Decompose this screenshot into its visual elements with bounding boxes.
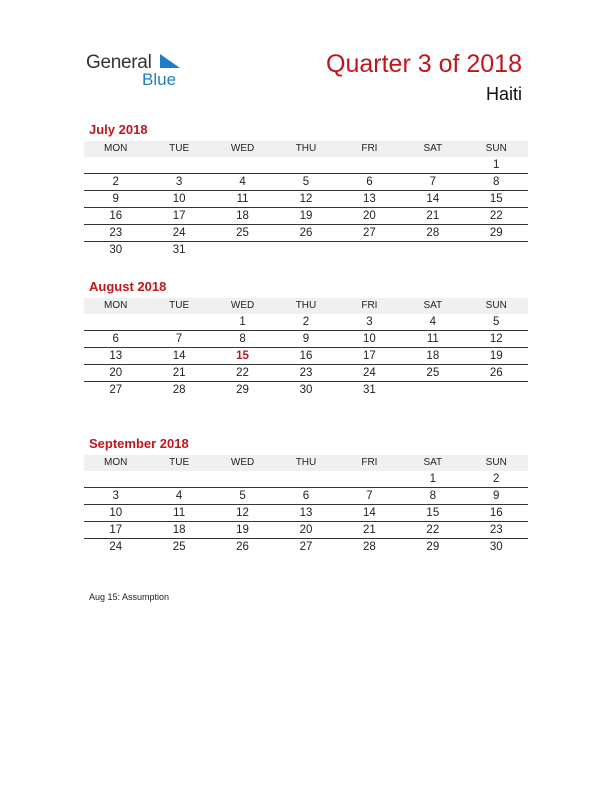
day-cell: 3 — [366, 316, 373, 328]
day-cell: 1 — [239, 316, 246, 328]
empty-day-cell — [147, 157, 210, 173]
weekday-tue: TUE — [169, 300, 190, 311]
week-row — [84, 488, 528, 505]
day-cell: 3 — [175, 176, 183, 188]
weekday-fri: FRI — [361, 300, 378, 311]
day-cell: 19 — [299, 210, 313, 222]
day-cell: 18 — [172, 524, 186, 536]
week-row — [84, 331, 528, 348]
day-cell: 10 — [172, 193, 186, 205]
day-cell: 31 — [363, 384, 376, 396]
day-cell: 14 — [172, 350, 186, 362]
day-cell: 20 — [363, 210, 376, 222]
empty-day-cell — [465, 382, 528, 398]
day-cell: 8 — [429, 490, 437, 502]
day-cell: 21 — [426, 210, 440, 222]
empty-day-cell — [401, 382, 464, 398]
day-cell: 9 — [112, 193, 119, 205]
day-cell: 17 — [172, 210, 186, 222]
day-cell: 19 — [489, 350, 503, 362]
week-row — [84, 191, 528, 208]
empty-day-cell — [338, 471, 401, 487]
day-cell: 16 — [489, 507, 503, 519]
day-cell: 4 — [429, 316, 437, 328]
day-cell: 28 — [172, 384, 186, 396]
day-cell: 5 — [302, 176, 310, 188]
weekday-sat: SAT — [423, 143, 443, 154]
empty-day-cell — [147, 471, 210, 487]
day-cell: 21 — [363, 524, 376, 536]
empty-day-cell — [84, 471, 147, 487]
weekday-mon: MON — [104, 300, 128, 311]
empty-day-cell — [211, 242, 274, 258]
day-cell: 27 — [363, 227, 376, 239]
week-row — [84, 522, 528, 539]
day-cell: 22 — [236, 367, 249, 379]
empty-day-cell — [401, 242, 464, 258]
week-rows — [84, 314, 528, 398]
day-cell: 10 — [363, 333, 376, 345]
day-cell: 3 — [112, 490, 119, 502]
day-cell: 20 — [109, 367, 123, 379]
empty-day-cell — [147, 314, 210, 330]
weekday-tue: TUE — [169, 143, 190, 154]
day-cell: 12 — [236, 507, 249, 519]
day-cell: 24 — [363, 367, 376, 379]
day-cell: 19 — [236, 524, 249, 536]
day-cell: 17 — [363, 350, 376, 362]
weekday-wed: WED — [230, 300, 255, 311]
logo — [86, 50, 196, 90]
weekday-sun: SUN — [485, 457, 507, 468]
week-row — [84, 208, 528, 225]
day-cell: 29 — [489, 227, 503, 239]
week-row — [84, 382, 528, 398]
month-title: September 2018 — [89, 436, 189, 451]
day-cell: 6 — [302, 490, 310, 502]
day-cell: 10 — [109, 507, 123, 519]
day-cell: 13 — [363, 193, 376, 205]
day-cell: 31 — [172, 244, 186, 256]
weekday-wed: WED — [230, 457, 255, 468]
empty-day-cell — [338, 242, 401, 258]
day-cell: 26 — [489, 367, 503, 379]
week-rows — [84, 157, 528, 258]
weekday-sun: SUN — [485, 143, 507, 154]
holiday-day-cell: 15 — [236, 350, 249, 362]
day-cell: 13 — [299, 507, 313, 519]
month-title: August 2018 — [89, 279, 167, 294]
day-cell: 4 — [239, 176, 246, 188]
week-row — [84, 174, 528, 191]
weekday-sat: SAT — [423, 457, 443, 468]
day-cell: 22 — [426, 524, 440, 536]
weekday-header — [84, 455, 528, 471]
day-cell: 11 — [173, 507, 186, 519]
day-cell: 11 — [426, 333, 439, 345]
day-cell: 25 — [236, 227, 249, 239]
day-cell: 27 — [299, 541, 313, 553]
day-cell: 16 — [109, 210, 123, 222]
day-cell: 5 — [493, 316, 500, 328]
day-cell: 18 — [236, 210, 249, 222]
day-cell: 9 — [493, 490, 500, 502]
weekday-wed: WED — [230, 143, 255, 154]
empty-day-cell — [84, 314, 147, 330]
day-cell: 6 — [366, 176, 373, 188]
day-cell: 14 — [363, 507, 376, 519]
weekday-sat: SAT — [423, 300, 443, 311]
day-cell: 26 — [299, 227, 313, 239]
day-cell: 16 — [299, 350, 313, 362]
empty-day-cell — [84, 157, 147, 173]
day-cell: 26 — [236, 541, 249, 553]
day-cell: 28 — [426, 227, 440, 239]
country-name: Haiti — [485, 84, 522, 104]
weekday-header — [84, 141, 528, 157]
month-september — [84, 436, 528, 555]
weekday-thu: THU — [295, 143, 317, 154]
empty-day-cell — [274, 242, 337, 258]
day-cell: 28 — [363, 541, 376, 553]
logo-blue-text: Blue — [142, 70, 177, 89]
day-cell: 2 — [493, 473, 500, 485]
month-title: July 2018 — [89, 122, 148, 137]
day-cell: 5 — [239, 490, 246, 502]
day-cell: 1 — [493, 159, 500, 171]
weekday-mon: MON — [104, 457, 128, 468]
day-cell: 6 — [112, 333, 119, 345]
day-cell: 11 — [236, 193, 249, 205]
day-cell: 15 — [489, 193, 503, 205]
day-cell: 25 — [172, 541, 186, 553]
day-cell: 27 — [109, 384, 123, 396]
day-cell: 18 — [426, 350, 440, 362]
day-cell: 21 — [172, 367, 186, 379]
week-row — [84, 225, 528, 242]
week-row — [84, 471, 528, 488]
empty-day-cell — [274, 471, 337, 487]
week-rows — [84, 471, 528, 555]
week-row — [84, 539, 528, 555]
day-cell: 29 — [426, 541, 440, 553]
week-row — [84, 348, 528, 365]
day-cell: 1 — [429, 473, 437, 485]
weekday-fri: FRI — [361, 143, 378, 154]
day-cell: 29 — [236, 384, 249, 396]
day-cell: 24 — [172, 227, 186, 239]
day-cell: 7 — [175, 333, 183, 345]
day-cell: 7 — [429, 176, 437, 188]
week-row — [84, 157, 528, 174]
day-cell: 23 — [489, 524, 503, 536]
day-cell: 2 — [112, 176, 119, 188]
week-row — [84, 505, 528, 522]
week-row — [84, 365, 528, 382]
empty-day-cell — [401, 157, 464, 173]
day-cell: 8 — [493, 176, 500, 188]
day-cell: 17 — [109, 524, 123, 536]
day-cell: 23 — [299, 367, 313, 379]
weekday-thu: THU — [295, 457, 317, 468]
week-row — [84, 242, 528, 258]
day-cell: 30 — [109, 244, 123, 256]
page-title: Quarter 3 of 2018 — [326, 50, 522, 78]
weekday-mon: MON — [104, 143, 128, 154]
weekday-sun: SUN — [485, 300, 507, 311]
day-cell: 8 — [239, 333, 246, 345]
day-cell: 24 — [109, 541, 123, 553]
day-cell: 12 — [299, 193, 313, 205]
day-cell: 20 — [299, 524, 313, 536]
holiday-note: Aug 15: Assumption — [89, 592, 170, 602]
empty-day-cell — [338, 157, 401, 173]
day-cell: 22 — [489, 210, 503, 222]
month-august — [84, 279, 528, 398]
day-cell: 15 — [426, 507, 440, 519]
day-cell: 9 — [302, 333, 310, 345]
month-july — [84, 122, 528, 258]
week-row — [84, 314, 528, 331]
day-cell: 23 — [109, 227, 123, 239]
weekday-tue: TUE — [169, 457, 190, 468]
day-cell: 30 — [489, 541, 503, 553]
day-cell: 25 — [426, 367, 440, 379]
weekday-fri: FRI — [361, 457, 378, 468]
empty-day-cell — [465, 242, 528, 258]
day-cell: 14 — [426, 193, 440, 205]
day-cell: 12 — [489, 333, 503, 345]
empty-day-cell — [211, 471, 274, 487]
day-cell: 30 — [299, 384, 313, 396]
empty-day-cell — [211, 157, 274, 173]
weekday-header — [84, 298, 528, 314]
empty-day-cell — [274, 157, 337, 173]
day-cell: 4 — [175, 490, 183, 502]
weekday-thu: THU — [295, 300, 317, 311]
logo-general-text: General — [86, 52, 152, 73]
day-cell: 2 — [302, 316, 310, 328]
day-cell: 13 — [109, 350, 123, 362]
day-cell: 7 — [366, 490, 373, 502]
